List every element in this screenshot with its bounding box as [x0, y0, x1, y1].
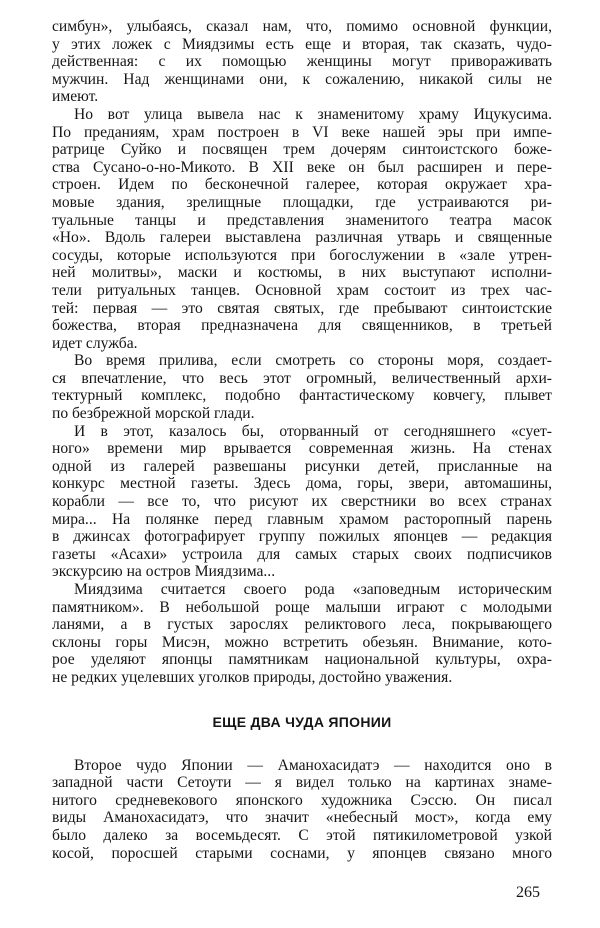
text-line: склоны горы Мисэн, можно встретить обезьян. Внимание, кото-: [52, 633, 552, 651]
text-line: По преданиям, храм построен в VI веке нашей эры при импе-: [52, 123, 552, 141]
text-line: конкурс местной газеты. Здесь дома, горы, звери, автомашины,: [52, 475, 552, 493]
text-line: ства Сусано-о-но-Микото. В XII веке он был расширен и пере-: [52, 158, 552, 176]
text-line: туальные танцы и представления знаменитого театра масок: [52, 211, 552, 229]
text-line: в джинсах фотографирует группу пожилых японцев — редакция: [52, 528, 552, 546]
text-line: строен. Идем по бесконечной галерее, которая окружает хра-: [52, 176, 552, 194]
text-line: И в этот, казалось бы, оторванный от сегодняшнего «сует-: [74, 422, 552, 440]
text-line: действенная: с их помощью женщины могут привораживать: [52, 53, 552, 71]
text-line: тели ритуальных танцев. Основной храм состоит из трех час-: [52, 281, 552, 299]
section-heading: ЕЩЕ ДВА ЧУДА ЯПОНИИ: [212, 713, 392, 730]
text-line: нитого средневекового японского художника Сэссю. Он писал: [52, 791, 552, 809]
page-number: 265: [516, 884, 540, 901]
text-line: памятником». В небольшой роще малыши играют с молодыми: [52, 598, 552, 616]
text-line: виды Аманохасидатэ, что значит «небесный мост», когда ему: [52, 809, 552, 827]
text-line: было далеко за восемьдесят. С этой пятикилометровой узкой: [52, 826, 552, 844]
text-line: ратрице Суйко и посвящен трем дочерям синтоистского боже-: [52, 141, 552, 159]
text-line: у этих ложек с Миядзимы есть еще и вторая, так сказать, чудо-: [52, 35, 552, 53]
paragraph: [52, 757, 552, 863]
text-line: ней молитвы», маски и костюмы, в них выступают исполни-: [52, 264, 552, 282]
text-line: корабли — все то, что рисуют их сверстники во всех странах: [52, 493, 552, 511]
text-line: не редких уцелевших уголков природы, достойно уважения.: [52, 668, 453, 686]
paragraph: [52, 423, 552, 581]
text-line: мовые здания, зрелищные площадки, где устраиваются ри-: [52, 193, 552, 211]
text-line: экскурсию на остров Миядзима...: [52, 563, 276, 581]
text-line: тектурный комплекс, подобно фантастическому ковчегу, плывет: [52, 387, 552, 405]
section-after-heading: [52, 757, 552, 863]
text-line: Но вот улица вывела нас к знаменитому храму Ицукусима.: [74, 105, 552, 123]
text-line: мира... На полянке перед главным храмом расторопный парень: [52, 510, 552, 528]
text-line: Второе чудо Японии — Аманохасидатэ — находится оно в: [74, 756, 552, 774]
paragraph: [52, 18, 552, 106]
text-line: мужчин. Над женщинами они, к сожалению, никакой силы не: [52, 70, 552, 88]
text-line: Во время прилива, если смотреть со стороны моря, создает-: [74, 352, 552, 370]
text-line: западной части Сетоути — я видел только на картинах знаме-: [52, 774, 552, 792]
text-line: тей: первая — это святая святых, где пребывают синтоистские: [52, 299, 552, 317]
text-line: имеют.: [52, 88, 99, 106]
paragraph: [52, 581, 552, 687]
text-line: по безбрежной морской глади.: [52, 405, 255, 423]
text-line: одной из галерей развешаны рисунки детей, присланные на: [52, 457, 552, 475]
paragraph: [52, 352, 552, 422]
text-line: газеты «Асахи» устроила для самых старых своих подписчиков: [52, 545, 552, 563]
text-line: идет служба.: [52, 334, 138, 352]
text-line: ся впечатление, что весь этот огромный, величественный архи-: [52, 369, 552, 387]
text-line: «Но». Вдоль галереи выставлена различная утварь и священные: [52, 229, 552, 247]
text-line: косой, поросшей старыми соснами, у японцев связано много: [52, 844, 552, 862]
paragraph: [52, 106, 552, 352]
page-body: [52, 18, 552, 862]
text-line: симбун», улыбаясь, сказал нам, что, помимо основной функции,: [52, 18, 552, 35]
section-before-heading: [52, 18, 552, 687]
text-line: сосуды, которые используются при богослужении в «зале утрен-: [52, 246, 552, 264]
text-line: ного» времени мир врывается современная жизнь. На стенах: [52, 440, 552, 458]
text-line: божества, вторая предназначена для священников, в третьей: [52, 317, 552, 335]
text-line: Миядзима считается своего рода «заповедным историческим: [74, 581, 552, 598]
text-line: ланями, а в густых зарослях реликтового леса, покрывающего: [52, 616, 552, 634]
text-line: рое уделяют японцы памятникам национальной культуры, охра-: [52, 651, 552, 669]
